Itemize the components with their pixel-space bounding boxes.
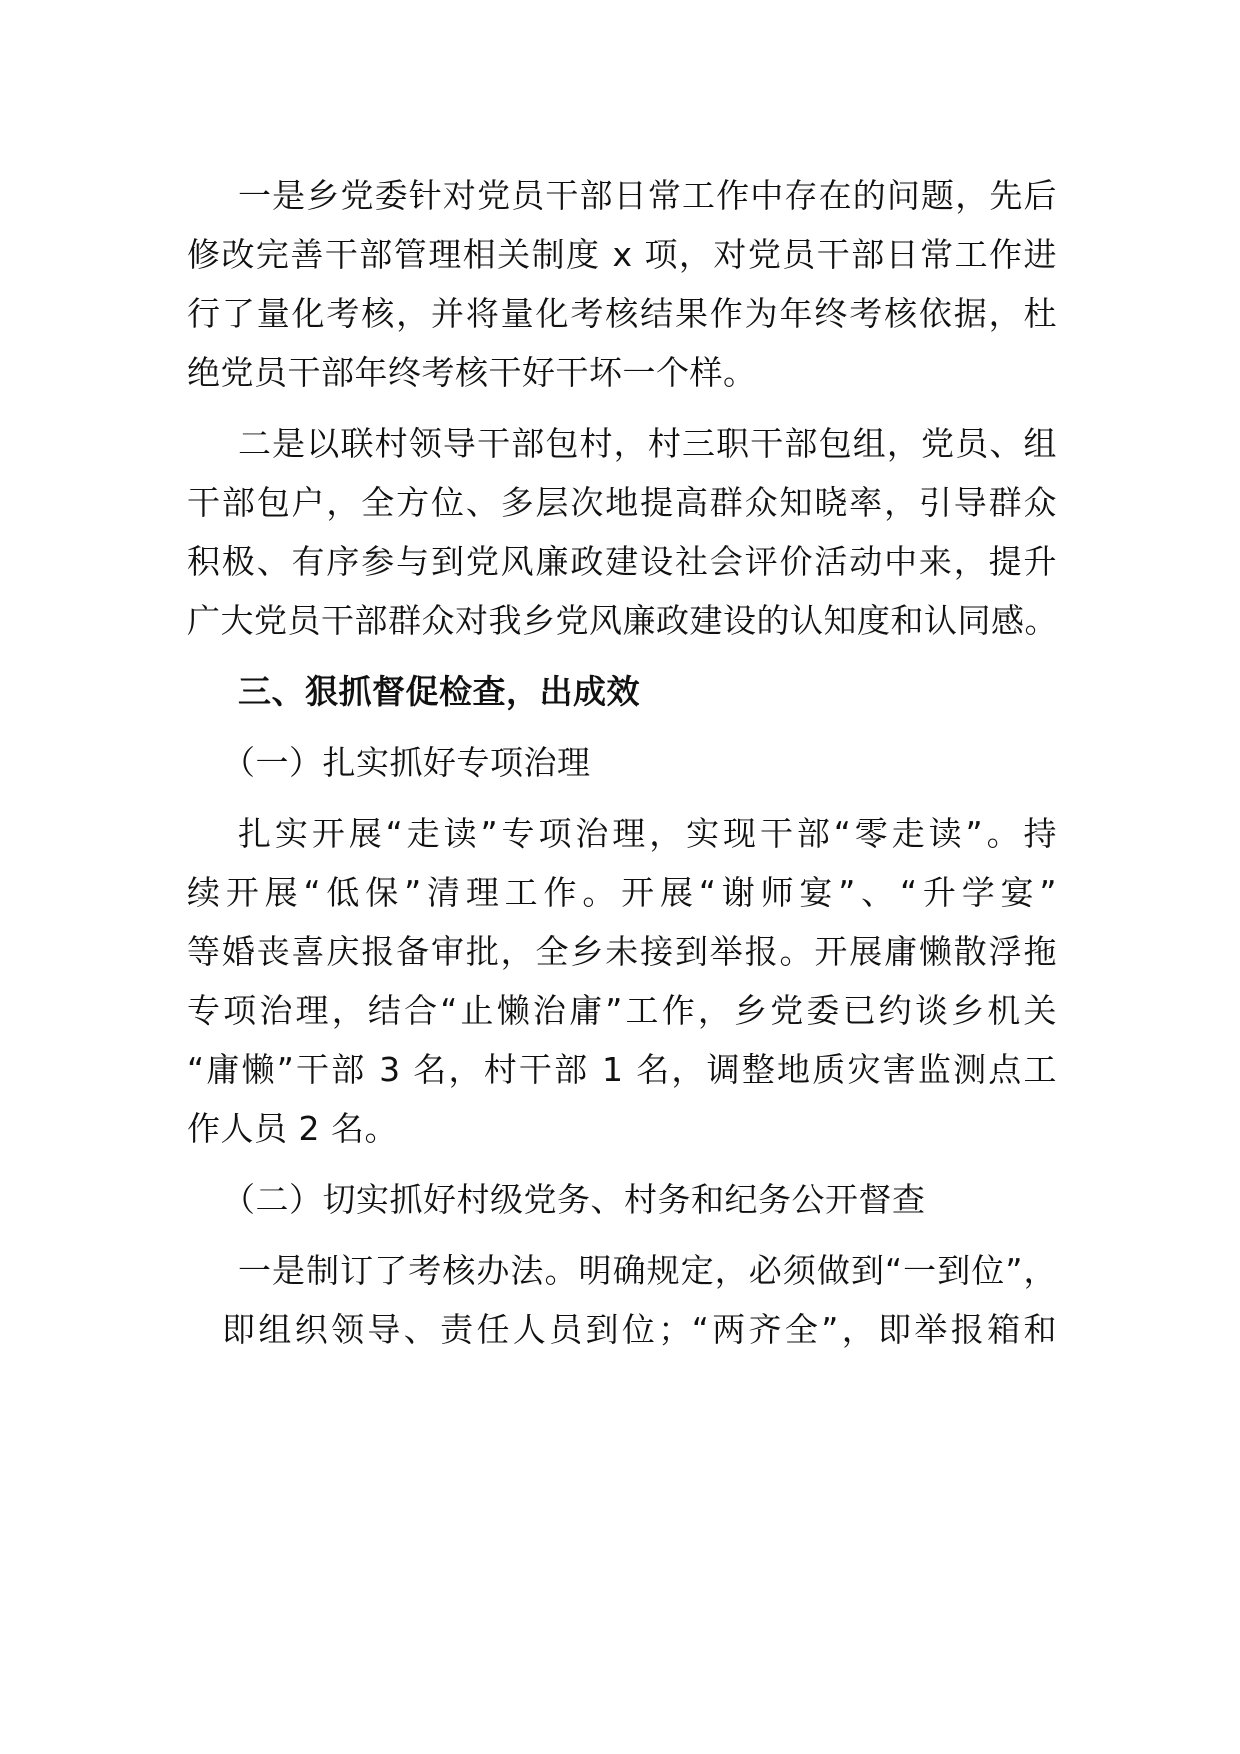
paragraph-line: 绝党员干部年终考核干好干坏一个样。 — [187, 353, 757, 392]
paragraph-line: 等婚丧喜庆报备审批，全乡未接到举报。开展庸懒散浮拖 — [187, 932, 1057, 971]
paragraph-line: 即组织领导、责任人员到位；“两齐全”，即举报箱和 — [222, 1310, 1057, 1349]
section-heading: 三、狠抓督促检查，出成效 — [238, 672, 640, 711]
paragraph-line: 广大党员干部群众对我乡党风廉政建设的认知度和认同感。 — [187, 601, 1058, 640]
paragraph-line: “庸懒”干部 3 名，村干部 1 名，调整地质灾害监测点工 — [187, 1050, 1057, 1089]
paragraph-line: 修改完善干部管理相关制度 x 项，对党员干部日常工作进 — [187, 235, 1057, 274]
paragraph-line: 续开展“低保”清理工作。开展“谢师宴”、“升学宴” — [187, 873, 1057, 912]
paragraph-line: 专项治理，结合“止懒治庸”工作，乡党委已约谈乡机关 — [187, 991, 1057, 1030]
paragraph-line: 一是乡党委针对党员干部日常工作中存在的问题，先后 — [238, 176, 1057, 215]
subsection-heading: （一）扎实抓好专项治理 — [222, 743, 591, 782]
paragraph-line: 扎实开展“走读”专项治理，实现干部“零走读”。持 — [238, 814, 1057, 853]
subsection-heading: （二）切实抓好村级党务、村务和纪务公开督查 — [222, 1180, 926, 1219]
paragraph-line: 二是以联村领导干部包村，村三职干部包组，党员、组 — [238, 424, 1057, 463]
paragraph-line: 积极、有序参与到党风廉政建设社会评价活动中来，提升 — [187, 542, 1057, 581]
paragraph-line: 一是制订了考核办法。明确规定，必须做到“一到位”， — [238, 1251, 1057, 1290]
paragraph-line: 干部包户，全方位、多层次地提高群众知晓率，引导群众 — [187, 483, 1057, 522]
paragraph-line: 作人员 2 名。 — [187, 1109, 398, 1148]
paragraph-line: 行了量化考核，并将量化考核结果作为年终考核依据，杜 — [187, 294, 1057, 333]
